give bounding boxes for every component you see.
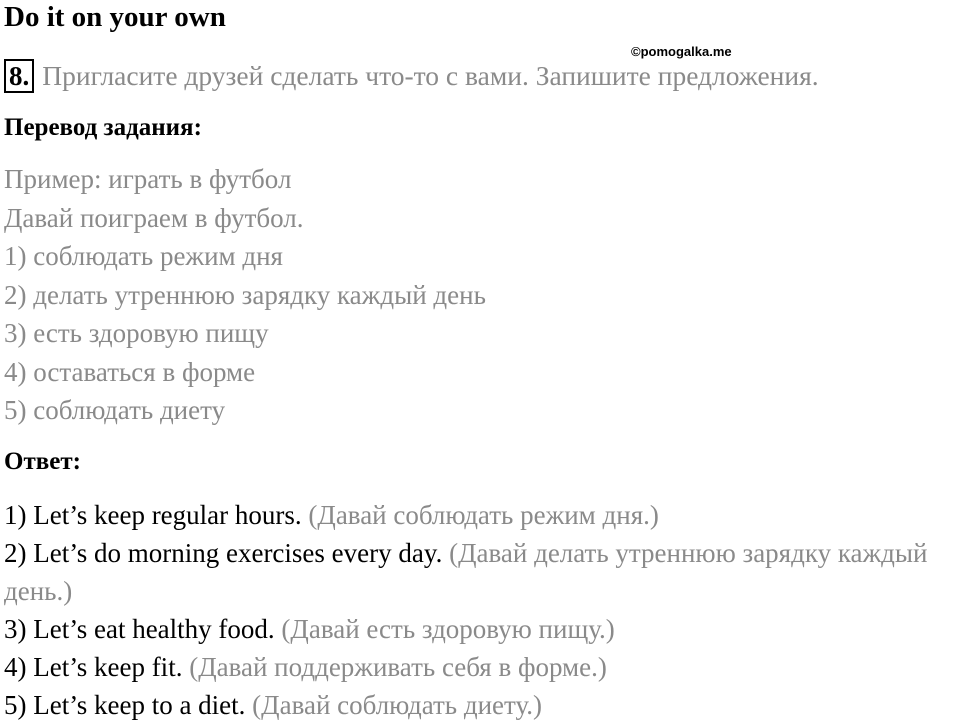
translation-line: Пример: играть в футбол	[4, 164, 292, 194]
page-heading: Do it on your own	[4, 1, 226, 33]
translation-line: Давай поиграем в футбол.	[4, 202, 304, 233]
translation-line: 5) соблюдать диету	[4, 395, 226, 425]
answer-english: 4) Let’s keep fit.	[4, 652, 183, 682]
translation-list	[4, 160, 486, 430]
translation-title: Перевод задания:	[4, 114, 202, 141]
translation-line: 3) есть здоровую пищу	[4, 318, 269, 348]
watermark: ©pomogalka.me	[631, 44, 732, 59]
answer-russian: (Давай соблюдать режим дня.)	[308, 500, 659, 530]
answer-english: 1) Let’s keep regular hours.	[4, 500, 302, 530]
task-number-box: 8.	[4, 59, 34, 93]
answer-russian: (Давай соблюдать диету.)	[252, 690, 542, 720]
answer-item	[4, 686, 959, 724]
answer-item	[4, 534, 959, 610]
answer-item	[4, 610, 959, 648]
translation-line: 2) делать утреннюю зарядку каждый день	[4, 279, 486, 310]
task-text: Пригласите друзей сделать что-то с вами. Запишите предложения.	[42, 60, 819, 91]
answer-english: 3) Let’s eat healthy food.	[4, 614, 275, 644]
translation-line: 4) оставаться в форме	[4, 356, 256, 387]
answer-russian: (Давай поддерживать себя в форме.)	[189, 652, 607, 682]
answer-russian: (Давай есть здоровую пищу.)	[281, 614, 615, 644]
answer-title: Ответ:	[4, 448, 81, 475]
answer-english: 2) Let’s do morning exercises every day.	[4, 538, 443, 568]
answer-item	[4, 496, 959, 534]
answer-item	[4, 648, 959, 686]
answer-english: 5) Let’s keep to a diet.	[4, 690, 246, 720]
answer-list	[4, 496, 959, 724]
translation-line: 1) соблюдать режим дня	[4, 241, 283, 271]
answer-russian: (Давай делать утреннюю зарядку каждый день.)	[4, 538, 928, 606]
task-statement	[4, 58, 819, 94]
